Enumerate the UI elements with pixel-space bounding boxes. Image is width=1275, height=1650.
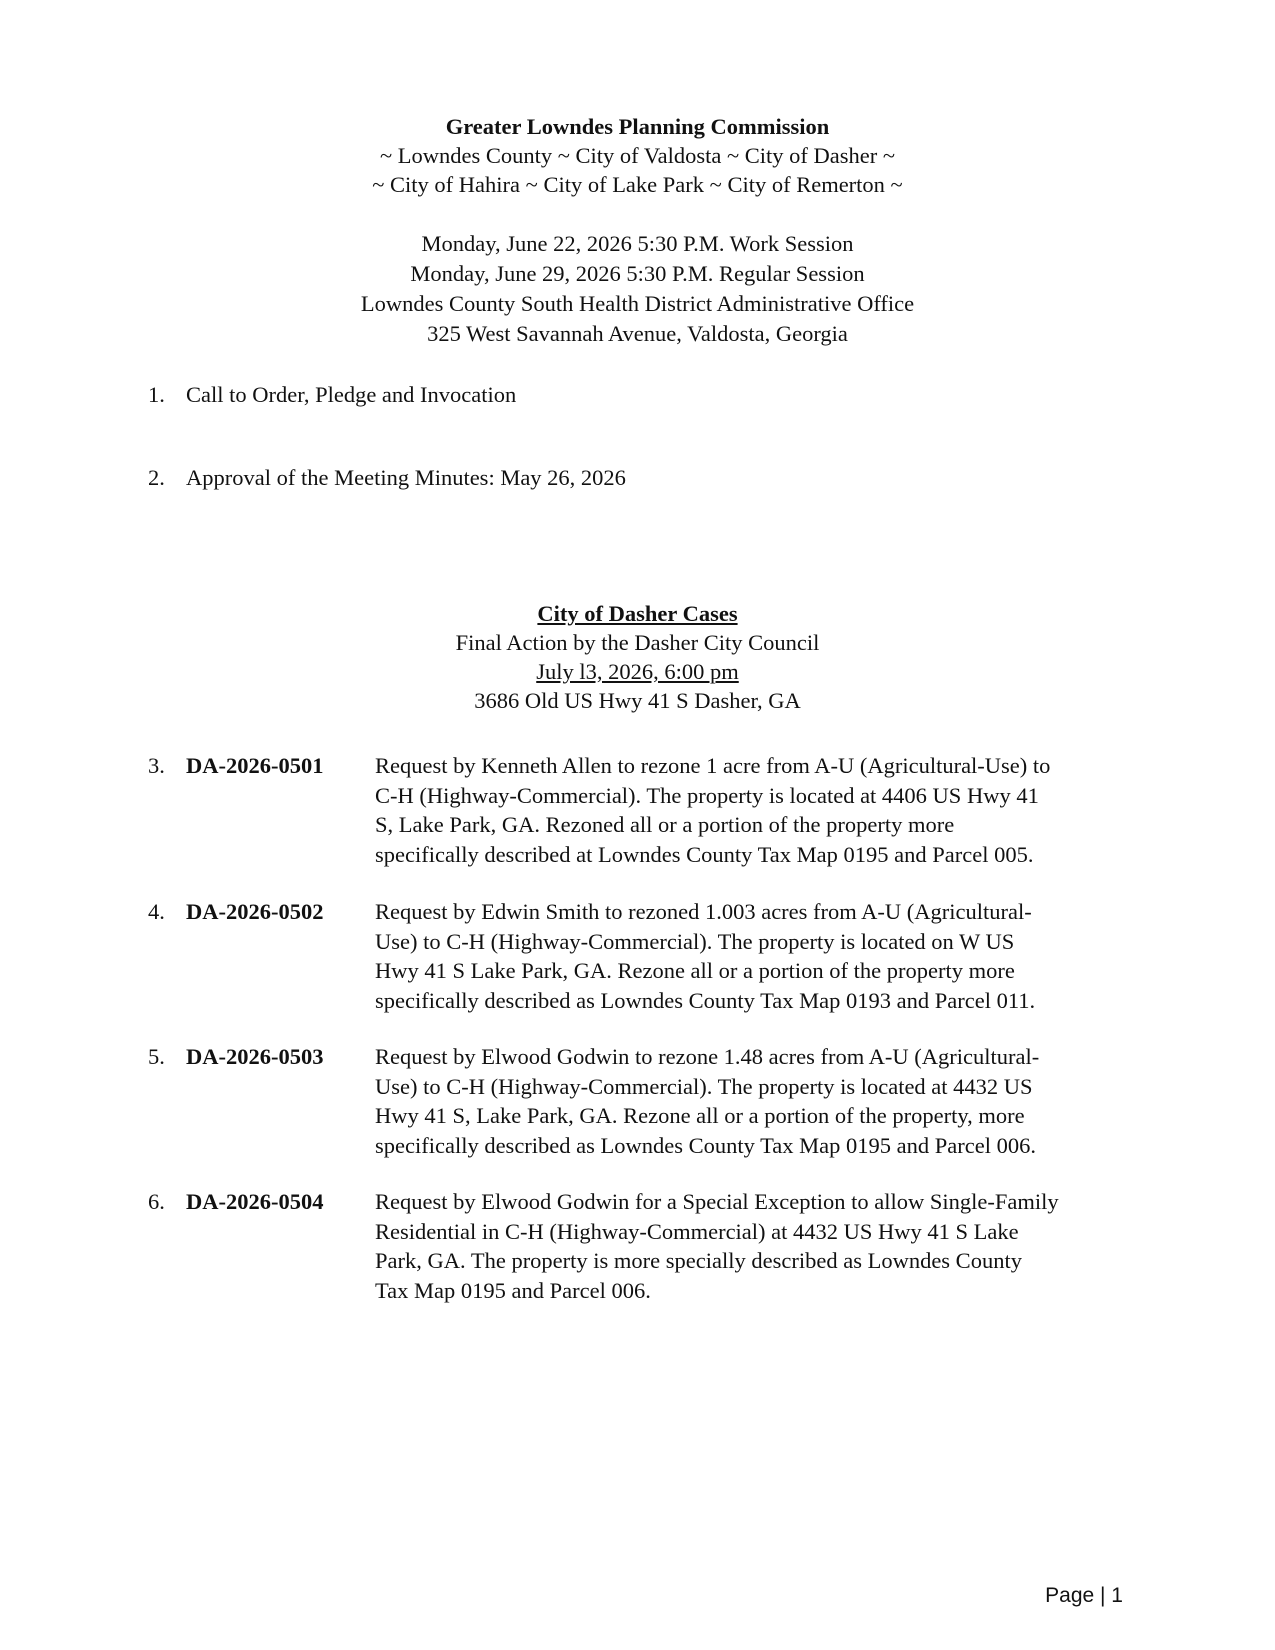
- council-meeting-address: 3686 Old US Hwy 41 S Dasher, GA: [474, 688, 801, 713]
- case-description-line: Use) to C-H (Highway-Commercial). The property is located on W US: [375, 928, 1015, 954]
- jurisdictions-line-1: ~ Lowndes County ~ City of Valdosta ~ City of Dasher ~: [379, 143, 896, 168]
- case-id: DA-2026-0504: [186, 1189, 324, 1214]
- case-description-line: specifically described as Lowndes County Tax Map 0193 and Parcel 011.: [375, 987, 1036, 1013]
- case-number: 6.: [148, 1189, 165, 1214]
- document-header: [0, 112, 1275, 199]
- agenda-item: [148, 380, 516, 410]
- agenda-item-number: 2.: [148, 465, 165, 490]
- case-description: [375, 751, 1095, 869]
- jurisdictions-line-2: ~ City of Hahira ~ City of Lake Park ~ City of Remerton ~: [372, 172, 903, 197]
- agenda-item-text: Call to Order, Pledge and Invocation: [186, 382, 517, 407]
- agenda-item-text: Approval of the Meeting Minutes: May 26, 2026: [186, 465, 626, 490]
- work-session-date: Monday, June 22, 2026 5:30 P.M. Work Session: [421, 231, 854, 256]
- case-description: [375, 897, 1095, 1015]
- case-description-line: C-H (Highway-Commercial). The property is located at 4406 US Hwy 41: [375, 782, 1039, 808]
- case-number: 3.: [148, 753, 165, 778]
- agenda-item: [148, 463, 626, 493]
- meeting-location: Lowndes County South Health District Administrative Office: [360, 291, 915, 316]
- section-title: City of Dasher Cases: [537, 601, 738, 626]
- case-id: DA-2026-0502: [186, 899, 324, 924]
- council-meeting-date: July l3, 2026, 6:00 pm: [536, 659, 739, 684]
- case-description-line: Request by Kenneth Allen to rezone 1 acre from A-U (Agricultural-Use) to: [375, 753, 1051, 778]
- regular-session-date: Monday, June 29, 2026 5:30 P.M. Regular Session: [410, 261, 865, 286]
- case-description-line: specifically described at Lowndes County Tax Map 0195 and Parcel 005.: [375, 841, 1034, 867]
- case-description-line: Hwy 41 S, Lake Park, GA. Rezone all or a portion of the property, more: [375, 1103, 1025, 1128]
- case-description-line: Hwy 41 S Lake Park, GA. Rezone all or a portion of the property more: [375, 958, 1015, 983]
- meeting-info: [0, 229, 1275, 349]
- case-description-line: Request by Elwood Godwin to rezone 1.48 acres from A-U (Agricultural-: [375, 1044, 1040, 1069]
- case-number: 5.: [148, 1044, 165, 1069]
- case-description: [375, 1042, 1095, 1160]
- section-subtitle: Final Action by the Dasher City Council: [455, 630, 820, 655]
- agenda-item-number: 1.: [148, 382, 165, 407]
- case-number: 4.: [148, 899, 165, 924]
- case-description-line: specifically described as Lowndes County Tax Map 0195 and Parcel 006.: [375, 1132, 1036, 1158]
- case-id: DA-2026-0503: [186, 1044, 324, 1069]
- case-id: DA-2026-0501: [186, 753, 324, 778]
- case-description-line: Request by Edwin Smith to rezoned 1.003 acres from A-U (Agricultural-: [375, 899, 1032, 924]
- case-description-line: Tax Map 0195 and Parcel 006.: [375, 1277, 651, 1303]
- commission-title: Greater Lowndes Planning Commission: [445, 114, 830, 139]
- case-description-line: Request by Elwood Godwin for a Special Exception to allow Single-Family: [375, 1189, 1059, 1214]
- page-number: Page | 1: [1045, 1584, 1123, 1607]
- case-description: [375, 1187, 1095, 1305]
- meeting-address: 325 West Savannah Avenue, Valdosta, Georgia: [427, 321, 848, 346]
- case-description-line: Use) to C-H (Highway-Commercial). The property is located at 4432 US: [375, 1073, 1033, 1099]
- dasher-cases-section-header: [0, 599, 1275, 715]
- case-description-line: S, Lake Park, GA. Rezoned all or a portion of the property more: [375, 812, 955, 837]
- case-description-line: Park, GA. The property is more specially described as Lowndes County: [375, 1248, 1022, 1273]
- case-description-line: Residential in C-H (Highway-Commercial) at 4432 US Hwy 41 S Lake: [375, 1218, 1019, 1244]
